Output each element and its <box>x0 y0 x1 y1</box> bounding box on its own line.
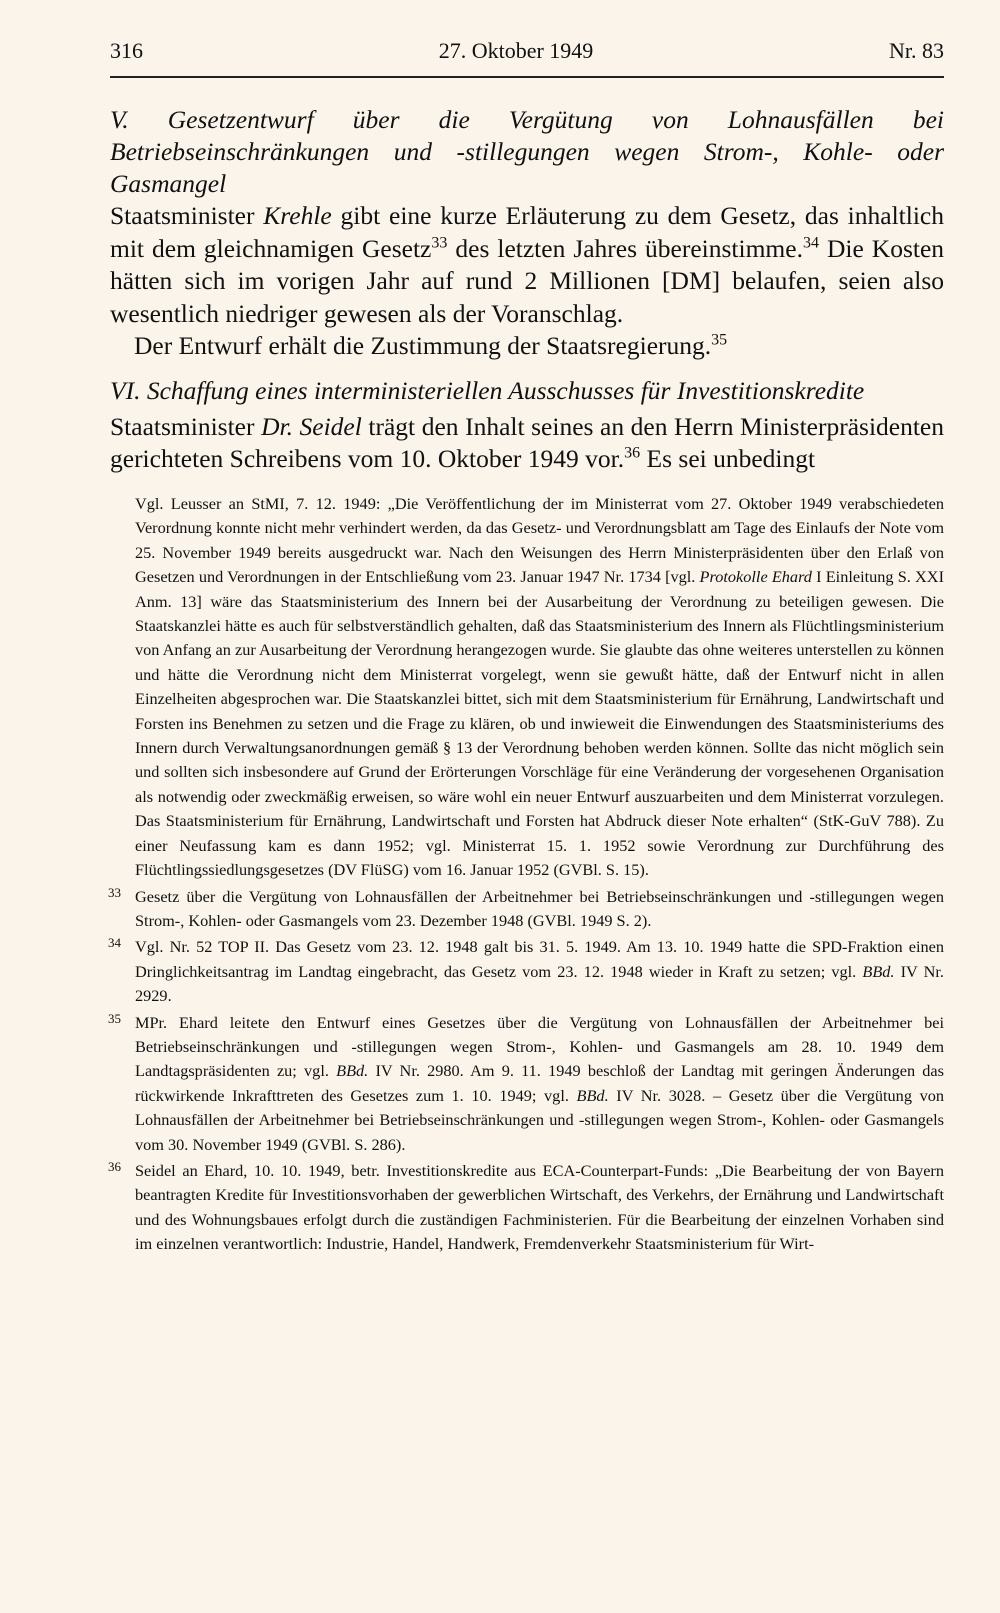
text-run: Seidel an Ehard, 10. 10. 1949, betr. Investitionskredite aus ECA-Counterpart-Funds: „Die Bearbeitung der von Bayern beantragten Kredite für Investitionsvorhaben der gewerblichen Wirtschaft, des Verkehrs, der Ernährung und Landwirtschaft und des Wohnungsbaues erfolgt durch die zuständigen Fachministerien. Für die Bearbeitung der einzelnen Vorhaben sind im einzelnen verantwortlich: Industrie, Handel, Handwerk, Fremdenverkehr Staatsministerium für Wirt- <box>135 1160 944 1254</box>
footnote-35 <box>108 1010 944 1157</box>
text-run: Staatsminister <box>110 201 264 230</box>
footnote-ref-33: 33 <box>431 234 448 251</box>
page-number: 316 <box>110 38 143 63</box>
section-heading-v: V. Gesetzentwurf über die Vergütung von Lohnausfällen bei Betriebseinschränkungen und -stillegungen wegen Strom-, Kohle- oder Gasmangel <box>110 105 944 198</box>
citation: BBd. <box>576 1085 609 1105</box>
footnote-number: 35 <box>108 1010 121 1026</box>
text-run: Vgl. Nr. 52 TOP II. Das Gesetz vom 23. 12. 1948 galt bis 31. 5. 1949. Am 13. 10. 1949 hatte die SPD-Fraktion einen Dringlichkeitsantrag im Landtag eingebracht, das Gesetz vom 23. 12. 1948 wieder in Kraft zu setzen; vgl. <box>135 937 944 981</box>
footnote-continued <box>135 492 944 883</box>
text-run: des letzten Jahres übereinstimme. <box>447 233 803 263</box>
paragraph-krehle <box>110 200 944 330</box>
footnote-number: 34 <box>108 935 121 951</box>
text-run: I Einleitung S. XXI Anm. 13] wäre das Staatsministerium des Innern bei der Ausarbeitung der Verordnung zu beteiligen gewesen. Die Staatskanzlei hätte es auch für selbstverständlich gehalten, daß das Staatsministerium des Innern als Flüchtlingsministerium von Anfang an zur Ausarbeitung der Verordnung herangezogen wurde. Sie glaubte das ohne weiteres unterstellen zu können und hätte die Verordnung nicht dem Ministerrat vorgelegt, wenn sie gewußt hätte, daß der Entwurf nicht in allen Einzelheiten abgesprochen war. Die Staatskanzlei bittet, sich mit dem Staatsministerium für Ernährung, Landwirtschaft und Forsten ins Benehmen zu setzen und die Frage zu klären, ob und inwieweit die Einwendungen des Staatsministeriums des Innern durch Verwaltungsanordnungen gemäß § 13 der Verordnung behoben werden können. Sollte das nicht möglich sein und sollten sich insbesondere auf Grund der Erörterungen Vorschläge für eine Veränderung der vorgesehenen Organisation als notwendig oder zweckmäßig erweisen, so wäre wohl ein neuer Entwurf auszuarbeiten und dem Ministerrat vorzulegen. Das Staatsministerium für Ernährung, Landwirtschaft und Forsten hat Abdruck dieser Note erhalten“ (StK-GuV 788). Zu einer Neufassung kam es dann 1952; vgl. Ministerrat 15. 1. 1952 sowie Verordnung zur Durchführung des Flüchtlingssiedlungsgesetzes (DV FlüSG) vom 16. Januar 1952 (GVBl. S. 15). <box>135 567 944 880</box>
text-run: Die Kosten hätten sich im vorigen Jahr auf rund 2 Millionen [DM] belaufen, seien also wesentlich niedriger gewesen als der Voranschlag. <box>110 233 945 328</box>
text-run: Vgl. Leusser an StMI, 7. 12. 1949: „Die Veröffentlichung der im Ministerrat vom 27. Oktober 1949 verabschiedeten Verordnung konnte nicht mehr verhindert werden, da das Gesetz- und Verordnungsblatt am Tage des Einlaufs der Note vom 25. November 1949 bereits ausgedruckt war. Nach den Weisungen des Herrn Ministerpräsidenten über den Erlaß von Gesetzen und Verordnungen in der Entschließung vom 23. Januar 1947 Nr. 1734 [vgl. <box>135 494 944 587</box>
text-run: Gesetz über die Vergütung von Lohnausfällen der Arbeitnehmer bei Betriebseinschränkungen und -stillegungen wegen Strom-, Kohlen- oder Gasmangels vom 23. Dezember 1948 (GVBl. 1949 S. 2). <box>135 886 944 930</box>
text-run: IV Nr. 3028. – Gesetz über die Vergütung von Lohnausfällen der Arbeitnehmer bei Betriebseinschränkungen und -stillegungen wegen Strom-, Kohlen- oder Gasmangels vom 30. November 1949 (GVBl. S. 286). <box>135 1085 944 1154</box>
citation: BBd. <box>336 1061 369 1081</box>
text-run: MPr. Ehard leitete den Entwurf eines Gesetzes über die Vergütung von Lohnausfällen der Arbeitnehmer bei Betriebseinschränkungen und -stillegungen wegen Strom-, Kohlen- und Gasmangels am 28. 10. 1949 dem Landtagspräsidenten zu; vgl. <box>135 1012 944 1081</box>
footnotes <box>110 492 944 1259</box>
running-head <box>110 38 944 78</box>
text-run: IV Nr. 2929. <box>135 961 944 1006</box>
text-run: gibt eine kurze Erläuterung zu dem Gesetz, das inhaltlich mit dem gleichnamigen Gesetz <box>110 201 944 263</box>
header-date: 27. Oktober 1949 <box>438 38 594 63</box>
text-run: trägt den Inhalt seines an den Herrn Ministerpräsidenten gerichteten Schreibens vom 10. Oktober 1949 vor. <box>110 411 945 473</box>
footnote-ref-36: 36 <box>624 444 641 462</box>
main-text <box>110 104 944 476</box>
text-run: Der Entwurf erhält die Zustimmung der Staatsregierung. <box>134 331 712 360</box>
footnote-34 <box>108 935 944 1008</box>
citation: Protokolle Ehard <box>699 567 812 587</box>
footnote-ref-34: 34 <box>802 234 819 251</box>
footnote-33 <box>108 884 944 934</box>
paragraph-seidel <box>110 411 944 476</box>
footnote-number: 36 <box>108 1158 121 1174</box>
footnote-ref-35: 35 <box>711 331 728 349</box>
document-number: Nr. 83 <box>889 38 944 63</box>
footnote-number: 33 <box>108 884 121 900</box>
text-run: Staatsminister <box>110 411 262 441</box>
person-name: Dr. Seidel <box>261 411 362 441</box>
footnote-36 <box>108 1158 944 1257</box>
text-run: Es sei unbedingt <box>640 444 816 473</box>
citation: BBd. <box>862 961 895 981</box>
person-name: Krehle <box>263 201 332 230</box>
paragraph-approval <box>110 330 944 363</box>
section-heading-vi: VI. Schaffung eines interministeriellen Ausschusses für Investitionskredite <box>110 375 865 405</box>
text-run: IV Nr. 2980. Am 9. 11. 1949 beschloß der Landtag mit geringen Änderungen das rückwirkende Inkrafttreten des Gesetzes zum 1. 10. 1949; vgl. <box>135 1061 944 1105</box>
